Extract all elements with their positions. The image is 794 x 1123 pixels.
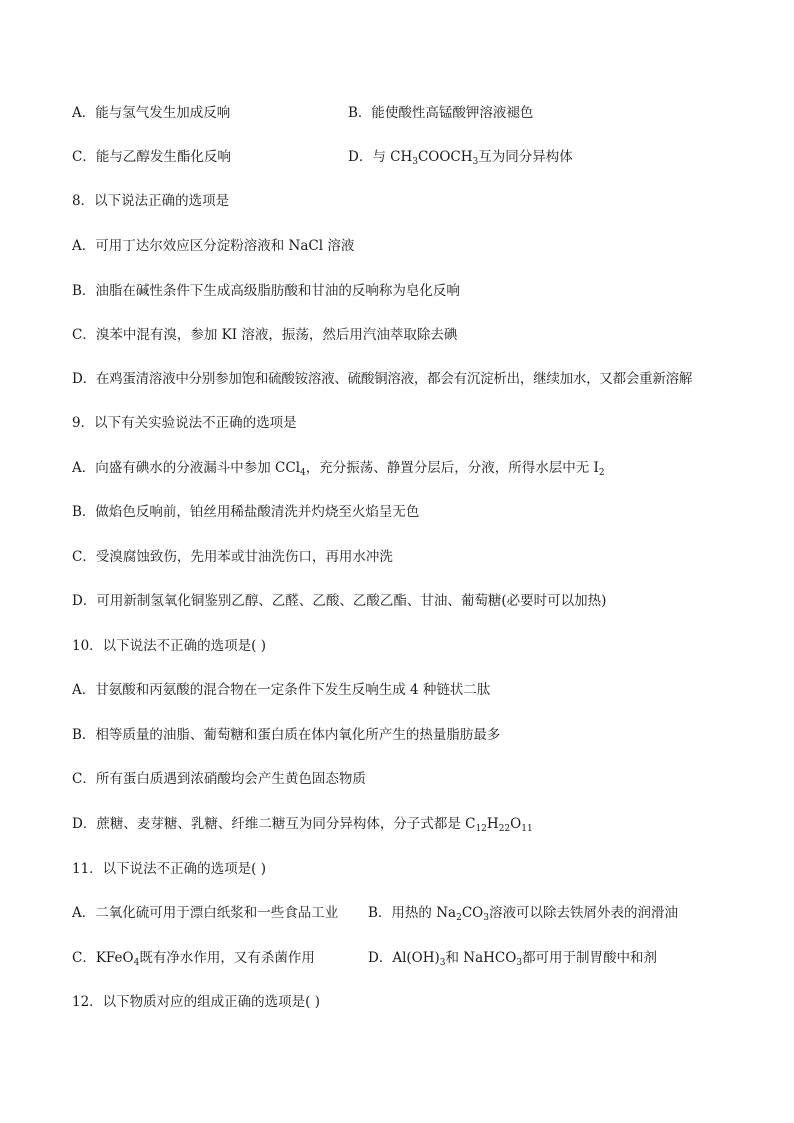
q9-a-sub1: 4 [300,468,306,478]
q7-option-b-text: B．能使酸性高锰酸钾溶液褪色 [348,105,534,121]
q7-d-part2: COOCH [417,149,473,165]
q7-d-part3: 互为同分异构体 [478,149,573,165]
q8-option-a [72,236,354,256]
q10-option-a [72,680,490,700]
q11-stem-text: 11．以下说法不正确的选项是( ) [72,861,267,877]
q11-b-part3: 溶液可以除去铁屑外表的润滑油 [488,905,678,921]
q11-option-b [368,903,678,923]
q11-d-sub1: 3 [439,958,446,968]
q7-d-sub1: 3 [412,157,418,167]
q10-option-c [72,769,366,789]
q11-c-part2: 既有净水作用，又有杀菌作用 [139,950,315,966]
q7-d-sub2: 3 [472,157,479,167]
q11-stem [72,859,266,879]
q9-option-c [72,547,393,567]
q11-option-a-text: A．二氧化硫可用于漂白纸浆和一些食品工业 [72,905,339,921]
q10-option-d [72,814,533,834]
q11-b-part1: B．用热的 Na [368,905,457,921]
q11-option-d [368,948,657,968]
q9-stem-text: 9．以下有关实验说法不正确的选项是 [72,415,297,431]
q8-option-a-text: A．可用丁达尔效应区分淀粉溶液和 NaCl 溶液 [72,238,355,254]
q11-option-a [72,903,338,923]
q9-stem [72,413,297,433]
q11-b-part2: CO [461,905,484,921]
q7-option-b [348,103,533,123]
q9-option-b [72,502,419,522]
q7-option-c [72,147,231,167]
q9-option-a [72,458,605,478]
q9-a-sub2: 2 [598,468,605,478]
q11-d-part2: 和 NaHCO [445,950,517,966]
q8-option-c-text: C．溴苯中混有溴，参加 KI 溶液，振荡，然后用汽油萃取除去碘 [72,327,458,343]
q11-option-c [72,948,315,968]
q8-option-b-text: B．油脂在碱性条件下生成高级脂肪酸和甘油的反响称为皂化反响 [72,283,460,299]
q10-stem [72,636,266,656]
q11-b-sub1: 2 [456,913,462,923]
q7-d-part1: D．与 CH [348,149,413,165]
q8-option-c [72,325,457,345]
q11-c-sub1: 4 [133,958,140,968]
q11-d-part1: D．Al(OH) [368,950,440,966]
q7-option-d [348,147,573,167]
q10-d-part3: O [510,816,522,832]
q7-option-c-text: C．能与乙醇发生酯化反响 [72,149,231,165]
q10-stem-text: 10．以下说法不正确的选项是( ) [72,638,267,654]
q9-option-d-text: D．可用新制氢氧化铜鉴别乙醇、乙醛、乙酸、乙酸乙酯、甘油、葡萄糖(必要时可以加热) [72,593,607,609]
q10-option-b-text: B．相等质量的油脂、葡萄糖和蛋白质在体内氧化所产生的热量脂肪最多 [72,727,501,743]
q9-option-d [72,591,606,611]
q8-stem [72,191,229,211]
q12-stem-text: 12．以下物质对应的组成正确的选项是( ) [72,994,321,1010]
q10-option-b [72,725,500,745]
q12-stem [72,992,320,1012]
q11-d-sub2: 3 [516,958,523,968]
q9-a-part1: A．向盛有碘水的分液漏斗中参加 CCl [72,460,301,476]
q11-d-part3: 都可用于制胃酸中和剂 [522,950,658,966]
q11-c-part1: C．KFeO [72,950,134,966]
q11-b-sub2: 3 [483,913,489,923]
q9-option-c-text: C．受溴腐蚀致伤，先用苯或甘油洗伤口，再用水冲洗 [72,549,393,565]
q8-stem-text: 8．以下说法正确的选项是 [72,193,230,209]
q9-a-part2: ，充分振荡、静置分层后，分液，所得水层中无 I [305,460,599,476]
q8-option-b [72,281,460,301]
q7-option-a [72,103,230,123]
q10-d-sub2: 22 [498,824,511,834]
q10-d-sub3: 11 [521,824,533,834]
q7-option-a-text: A．能与氢气发生加成反响 [72,105,231,121]
q8-option-d [72,369,692,389]
q10-option-c-text: C．所有蛋白质遇到浓硝酸均会产生黄色固态物质 [72,771,366,787]
q8-option-d-text: D．在鸡蛋清溶液中分别参加饱和硫酸铵溶液、硫酸铜溶液，都会有沉淀析出，继续加水，又都会重新溶解 [72,371,693,387]
q10-d-part1: D．蔗糖、麦芽糖、乳糖、纤维二糖互为同分异构体，分子式都是 C [72,816,476,832]
q9-option-b-text: B．做焰色反响前，铂丝用稀盐酸清洗并灼烧至火焰呈无色 [72,504,420,520]
q10-option-a-text: A．甘氨酸和丙氨酸的混合物在一定条件下发生反响生成 4 种链状二肽 [72,682,491,698]
q10-d-part2: H [486,816,499,832]
q10-d-sub1: 12 [475,824,487,834]
